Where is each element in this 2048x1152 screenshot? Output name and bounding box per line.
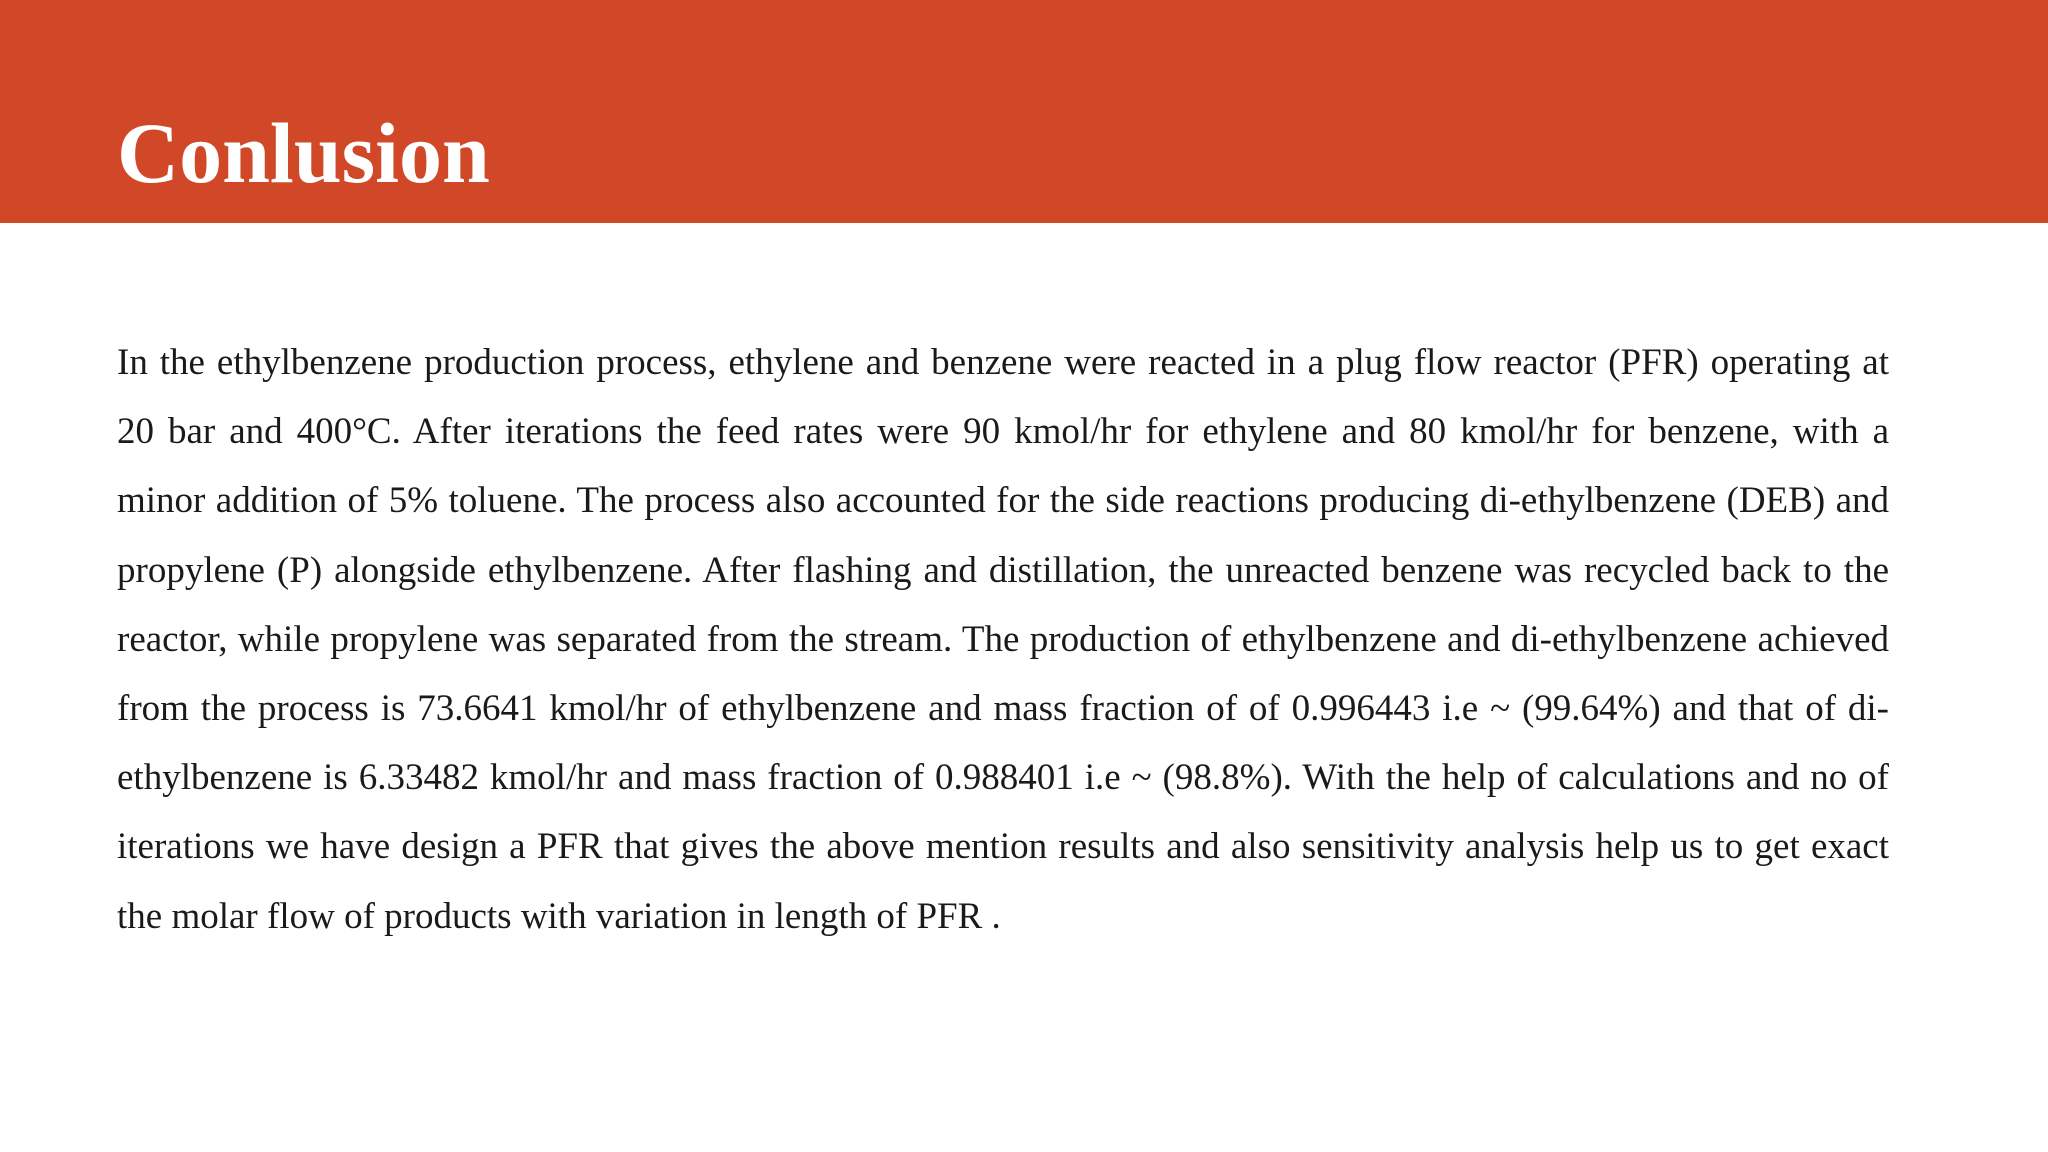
slide-title: Conlusion xyxy=(117,105,490,201)
title-banner xyxy=(0,0,2048,223)
conclusion-paragraph: In the ethylbenzene production process, ethylene and benzene were reacted in a plug flow reactor (PFR) operating at 20 bar and 400°C. After iterations the feed rates were 90 kmol/hr for ethylene and 80 kmol/hr for benzene, with a minor addition of 5% toluene. The process also accounted for the side reactions producing di-ethylbenzene (DEB) and propylene (P) alongside ethylbenzene. After flashing and distillation, the unreacted benzene was recycled back to the reactor, while propylene was separated from the stream. The production of ethylbenzene and di-ethylbenzene achieved from the process is 73.6641 kmol/hr of ethylbenzene and mass fraction of of 0.996443 i.e ~ (99.64%) and that of di-ethylbenzene is 6.33482 kmol/hr and mass fraction of 0.988401 i.e ~ (98.8%). With the help of calculations and no of iterations we have design a PFR that gives the above mention results and also sensitivity analysis help us to get exact the molar flow of products with variation in length of PFR . xyxy=(117,342,1889,937)
